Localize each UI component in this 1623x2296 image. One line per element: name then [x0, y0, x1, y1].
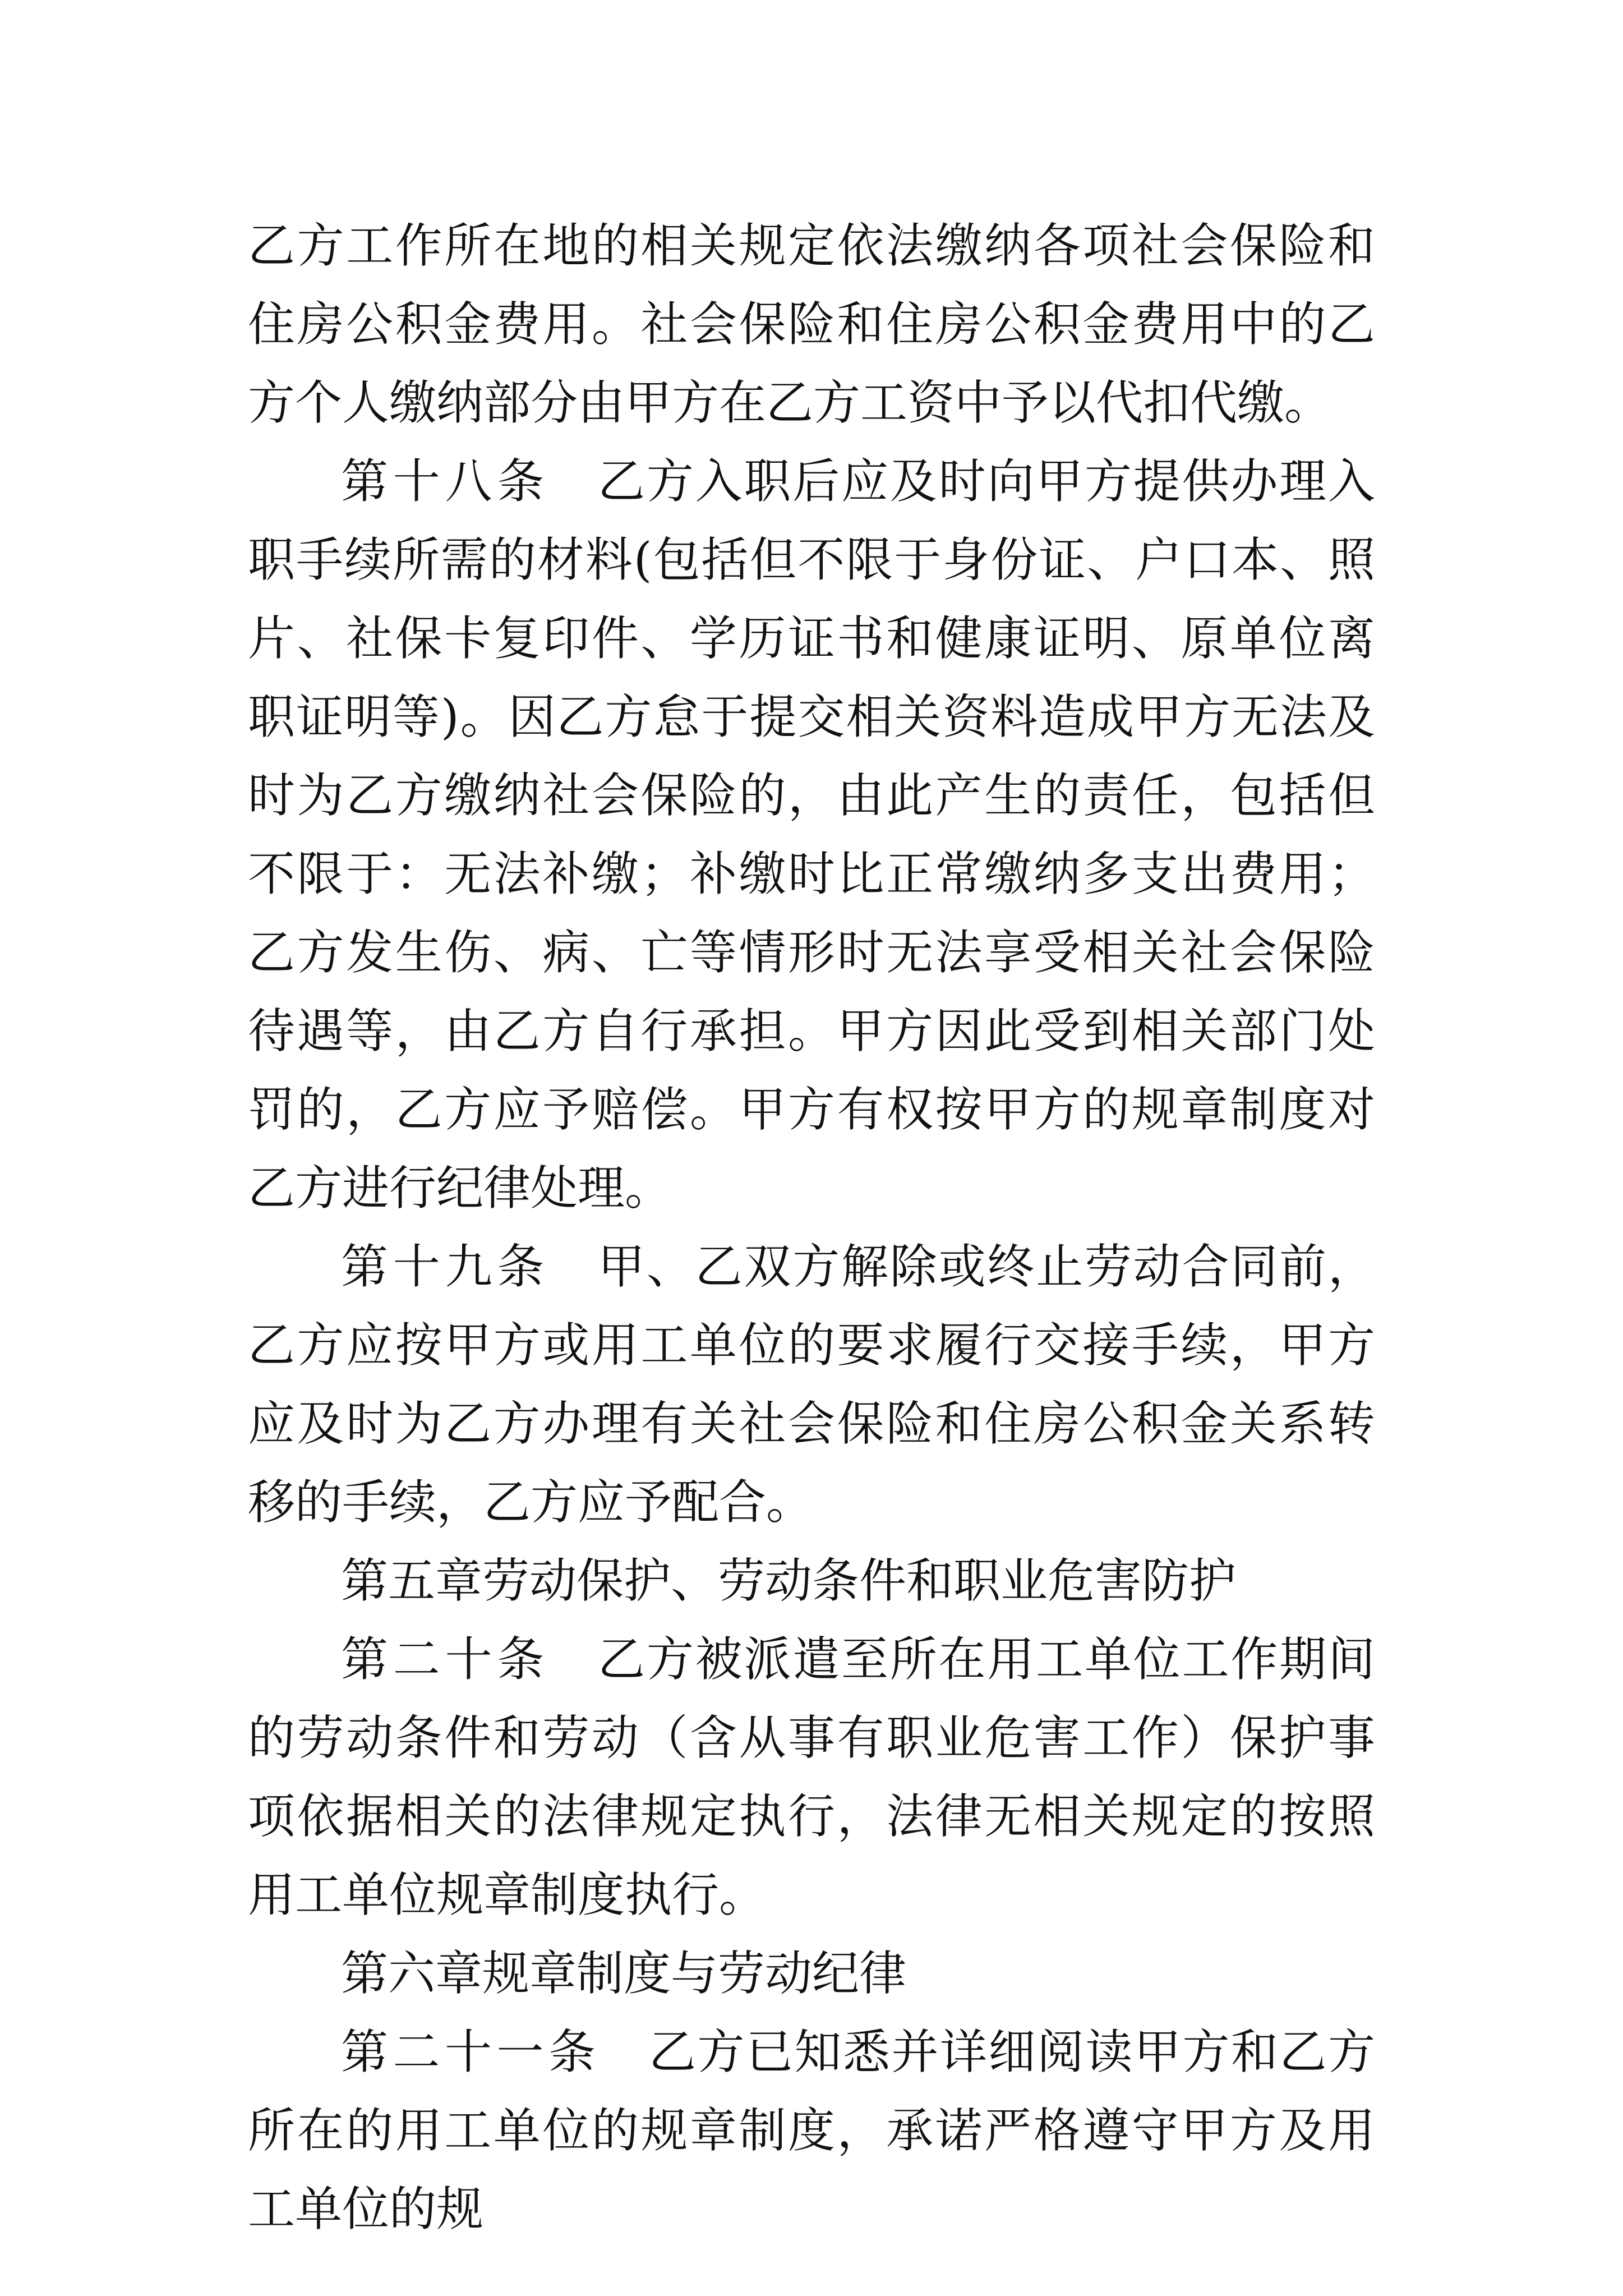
article-21 [248, 2013, 1375, 2248]
article-18 [248, 442, 1375, 1227]
article-text: 甲、乙双方解除或终止劳动合同前，乙方应按甲方或用工单位的要求履行交接手续，甲方应及时为乙方办理有关社会保险和住房公积金关系转移的手续，乙方应予配合。 [248, 1239, 1375, 1530]
article-text: 乙方入职后应及时向甲方提供办理入职手续所需的材料(包括但不限于身份证、户口本、照片、社保卡复印件、学历证书和健康证明、原单位离职证明等)。因乙方怠于提交相关资料造成甲方无法及时为乙方缴纳社会保险的，由此产生的责任，包括但不限于：无法补缴；补缴时比正常缴纳多支出费用；乙方发生伤、病、亡等情形时无法享受相关社会保险待遇等，由乙方自行承担。甲方因此受到相关部门处罚的，乙方应予赔偿。甲方有权按甲方的规章制度对乙方进行纪律处理。 [248, 454, 1375, 1216]
article-text: 乙方已知悉并详细阅读甲方和乙方所在的用工单位的规章制度，承诺严格遵守甲方及用工单位的规 [248, 2024, 1375, 2237]
document-page [248, 206, 1375, 2248]
article-number: 第二十条 [341, 1632, 550, 1687]
chapter-6-heading: 第六章规章制度与劳动纪律 [341, 1946, 907, 2001]
article-text: 乙方被派遣至所在用工单位工作期间的劳动条件和劳动（含从事有职业危害工作）保护事项依据相关的法律规定执行，法律无相关规定的按照用工单位规章制度执行。 [248, 1632, 1375, 1922]
chapter-5-heading: 第五章劳动保护、劳动条件和职业危害防护 [341, 1553, 1237, 1608]
article-number: 第二十一条 [341, 2024, 601, 2079]
article-number: 第十九条 [341, 1239, 550, 1294]
article-20 [248, 1620, 1375, 1934]
article-19 [248, 1227, 1375, 1542]
paragraph-continuation [248, 206, 1375, 442]
article-number: 第十八条 [341, 454, 550, 509]
paragraph-text: 乙方工作所在地的相关规定依法缴纳各项社会保险和住房公积金费用。社会保险和住房公积金费用中的乙方个人缴纳部分由甲方在乙方工资中予以代扣代缴。 [248, 218, 1375, 430]
